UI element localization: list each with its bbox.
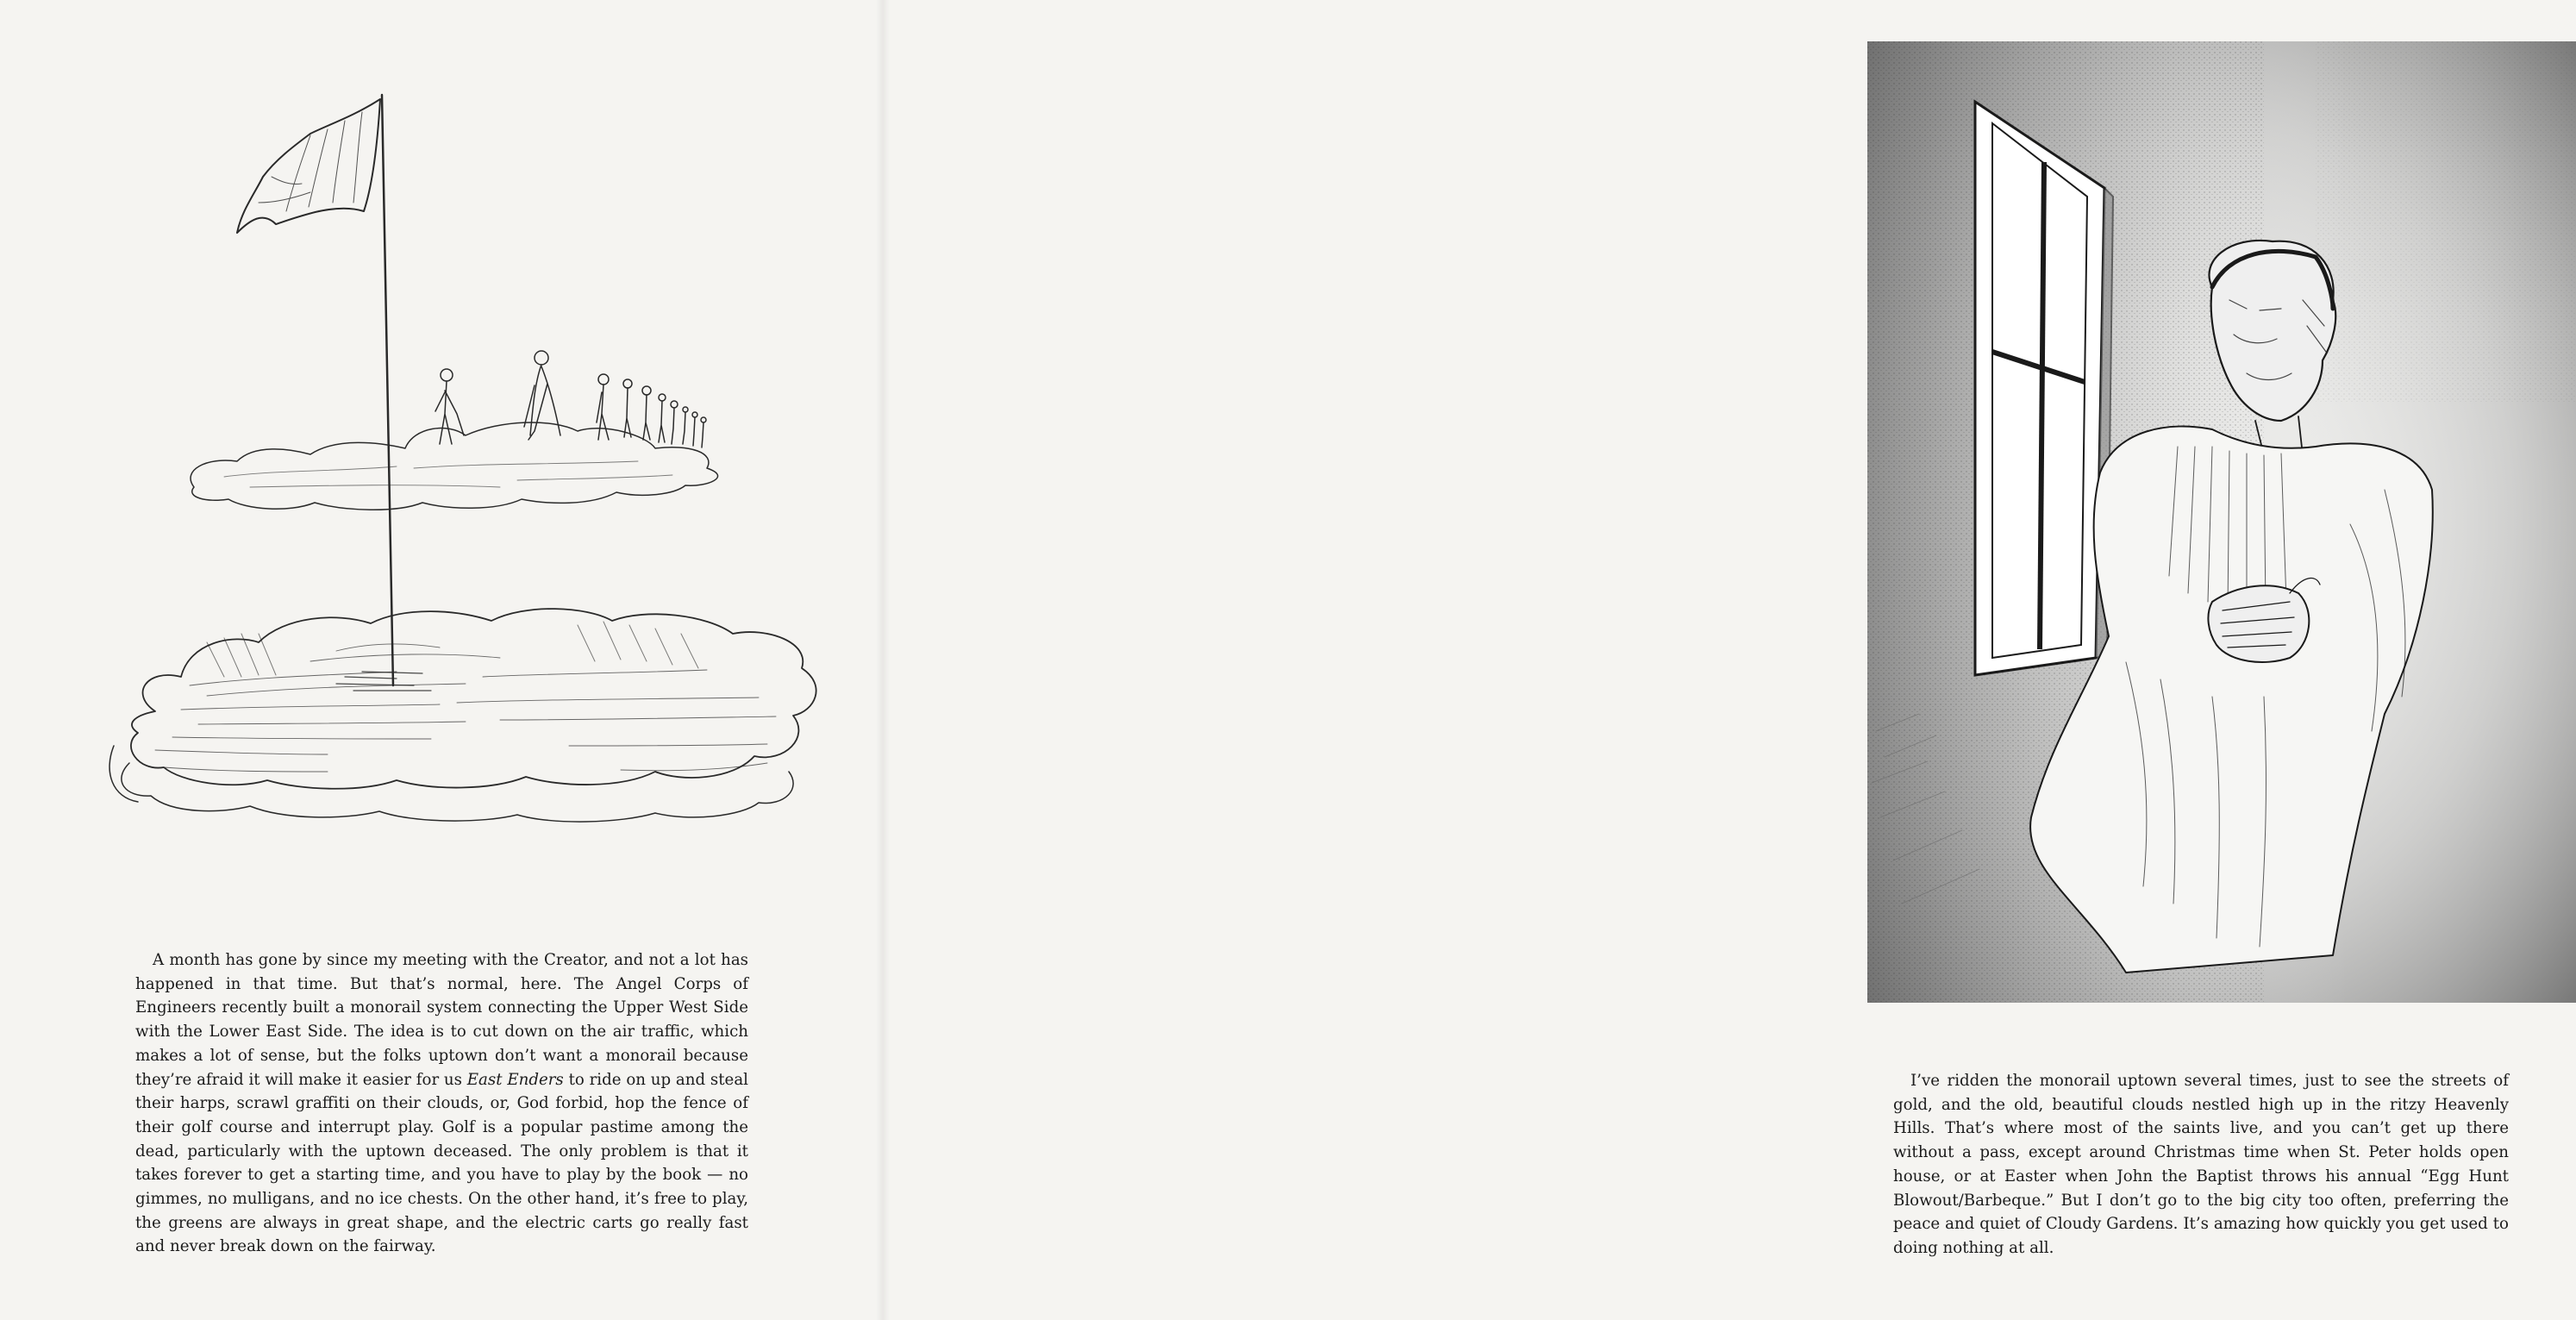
left-paragraph-part-1: A month has gone by since my meeting with the Creator, and not a lot has happened in that time. But that’s normal, here. The Angel Corps of Engineers recently built a monorail system connecting the Upper West Side with the Lower East Side. The idea is to cut down on the air traffic, which makes a lot of sense, but the folks uptown don’t want a monorail because they’re afraid it will make it easier for us xyxy=(135,951,748,1089)
golf-cloud-flag-illustration xyxy=(52,82,828,910)
left-paragraph-part-2: to ride on up and steal their harps, scrawl graffiti on their clouds, or, God forbid, hop the fence of their golf course and interrupt play. Golf is a popular pastime among the dead, particularly with the uptown deceased. The only problem is that it takes forever to get a starting time, and you have to play by the book — no gimmes, no mulligans, and no ice chests. On the other hand, it’s free to play, the greens are always in great shape, and the electric carts go really fast and never break down on the fairway. xyxy=(135,1070,748,1256)
right-page xyxy=(883,0,2509,1320)
left-body-paragraph xyxy=(135,948,748,1259)
left-page xyxy=(0,0,883,1320)
right-body-paragraph: I’ve ridden the monorail uptown several times, just to see the streets of gold, and the old, beautiful clouds nestled high up in the ritzy Heavenly Hills. That’s where most of the saints live, and you can’t get up there without a pass, except around Christmas time when St. Peter holds open house, or at Easter when John the Baptist throws his annual “Egg Hunt Blowout/Barbeque.” But I don’t go to the big city too often, preferring the peace and quiet of Cloudy Gardens. It’s amazing how quickly you get used to doing nothing at all. xyxy=(1893,1072,2509,1257)
robed-man-window-illustration xyxy=(1867,41,2576,1003)
left-paragraph-italic: East Enders xyxy=(466,1070,564,1089)
